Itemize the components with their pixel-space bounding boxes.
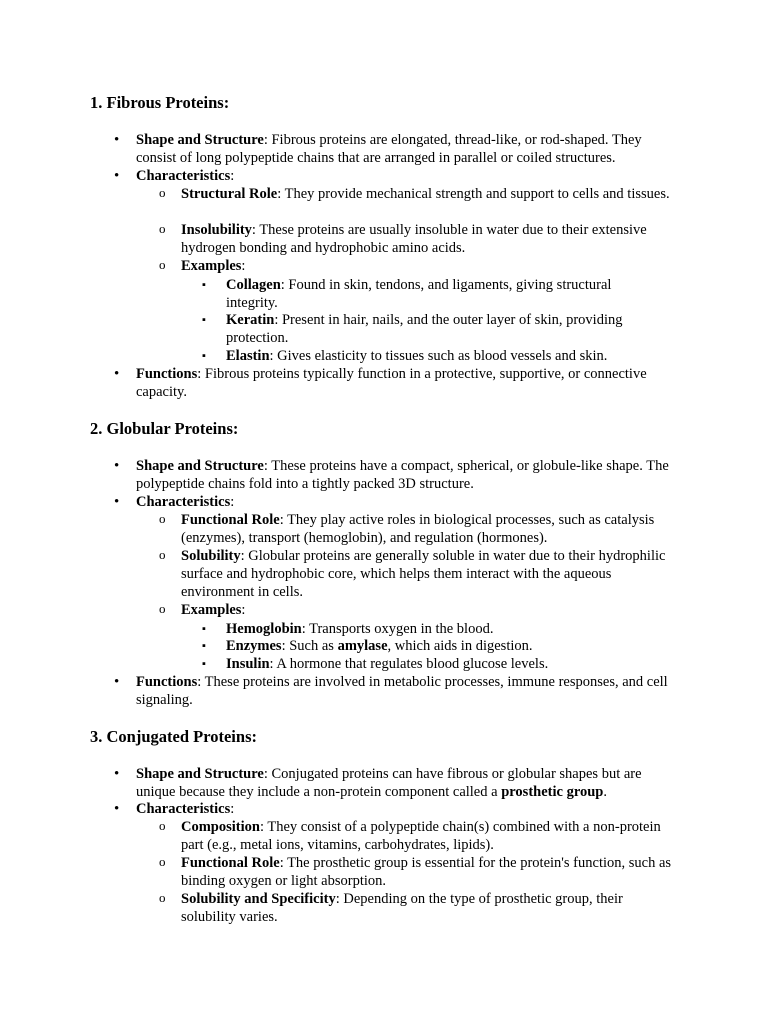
item-text: : These proteins are involved in metabolic processes, immune responses, and cell signaling. bbox=[136, 674, 668, 708]
fibrous-structural-role-item bbox=[159, 185, 681, 203]
bullet-circle-icon: o bbox=[159, 854, 166, 869]
bullet-circle-icon: o bbox=[159, 511, 166, 526]
item-bold-term: prosthetic group bbox=[501, 784, 604, 800]
item-text: : Conjugated proteins can have fibrous or globular shapes but are unique because they include a non-protein component called a bbox=[136, 766, 642, 800]
item-text: : Depending on the type of prosthetic group, their solubility varies. bbox=[181, 891, 623, 925]
bullet-disc-icon: • bbox=[114, 801, 120, 817]
item-text: : Fibrous proteins are elongated, thread-like, or rod-shaped. They consist of long polypeptide chains that are arranged in parallel or coiled structures. bbox=[136, 132, 642, 166]
fibrous-shape-item bbox=[114, 131, 676, 167]
globular-shape-item bbox=[114, 457, 676, 493]
example-collagen-item bbox=[202, 276, 666, 312]
bullet-disc-icon: • bbox=[114, 168, 120, 184]
bullet-disc-icon: • bbox=[114, 766, 120, 782]
item-text: : Found in skin, tendons, and ligaments, giving structural integrity. bbox=[226, 277, 612, 311]
bullet-disc-icon: • bbox=[114, 458, 120, 474]
item-label: Insolubility bbox=[181, 222, 252, 238]
item-label: Structural Role bbox=[181, 186, 278, 202]
item-label: Solubility bbox=[181, 548, 241, 564]
item-bold-term: amylase bbox=[337, 638, 388, 654]
bullet-circle-icon: o bbox=[159, 185, 166, 200]
item-label: Keratin bbox=[226, 312, 275, 328]
bullet-disc-icon: • bbox=[114, 674, 120, 690]
item-text: : Such as bbox=[281, 638, 338, 654]
example-enzymes-item bbox=[202, 637, 666, 655]
item-label: Shape and Structure bbox=[136, 766, 264, 782]
item-label: Collagen bbox=[226, 277, 281, 293]
item-label: Examples bbox=[181, 602, 242, 618]
item-text: : They consist of a polypeptide chain(s) combined with a non-protein part (e.g., metal ions, vitamins, carbohydrates, lipids). bbox=[181, 819, 661, 853]
item-label: Hemoglobin bbox=[226, 621, 302, 637]
conjugated-characteristics-item bbox=[114, 800, 676, 818]
conjugated-solubility-item bbox=[159, 890, 681, 926]
section-heading-fibrous: 1. Fibrous Proteins: bbox=[90, 93, 230, 112]
fibrous-functions-item bbox=[114, 365, 676, 401]
item-label: Solubility and Specificity bbox=[181, 891, 336, 907]
example-hemoglobin-item bbox=[202, 620, 666, 638]
globular-examples-item bbox=[159, 601, 681, 619]
bullet-circle-icon: o bbox=[159, 257, 166, 272]
example-keratin-item bbox=[202, 311, 666, 347]
item-label: Functional Role bbox=[181, 512, 280, 528]
item-label: Composition bbox=[181, 819, 260, 835]
bullet-circle-icon: o bbox=[159, 221, 166, 236]
globular-solubility-item bbox=[159, 547, 681, 601]
bullet-square-icon: ▪ bbox=[202, 623, 206, 635]
item-text: : Present in hair, nails, and the outer layer of skin, providing protection. bbox=[226, 312, 623, 346]
item-label: Elastin bbox=[226, 348, 270, 364]
bullet-square-icon: ▪ bbox=[202, 640, 206, 652]
item-label: Functional Role bbox=[181, 855, 280, 871]
globular-functional-role-item bbox=[159, 511, 681, 547]
bullet-disc-icon: • bbox=[114, 366, 120, 382]
bullet-disc-icon: • bbox=[114, 132, 120, 148]
item-text: : A hormone that regulates blood glucose levels. bbox=[269, 656, 549, 672]
bullet-square-icon: ▪ bbox=[202, 658, 206, 670]
item-text: : bbox=[230, 168, 235, 184]
fibrous-insolubility-item bbox=[159, 221, 681, 257]
bullet-circle-icon: o bbox=[159, 601, 166, 616]
item-text: : They play active roles in biological processes, such as catalysis (enzymes), transport (hemoglobin), and regulation (hormones). bbox=[181, 512, 655, 546]
item-label: Characteristics bbox=[136, 494, 231, 510]
item-text: : bbox=[241, 602, 246, 618]
item-label: Functions bbox=[136, 674, 198, 690]
item-text: : Globular proteins are generally soluble in water due to their hydrophilic surface and hydrophobic core, which helps them interact with the aqueous environment in cells. bbox=[181, 548, 666, 600]
bullet-circle-icon: o bbox=[159, 547, 166, 562]
item-text: : Gives elasticity to tissues such as blood vessels and skin. bbox=[269, 348, 608, 364]
fibrous-examples-item bbox=[159, 257, 681, 275]
globular-functions-item bbox=[114, 673, 676, 709]
item-text: : Fibrous proteins typically function in a protective, supportive, or connective capacity. bbox=[136, 366, 647, 400]
item-label: Insulin bbox=[226, 656, 270, 672]
bullet-circle-icon: o bbox=[159, 890, 166, 905]
item-label: Enzymes bbox=[226, 638, 282, 654]
item-label: Shape and Structure bbox=[136, 458, 264, 474]
bullet-circle-icon: o bbox=[159, 818, 166, 833]
item-label: Functions bbox=[136, 366, 198, 382]
example-elastin-item bbox=[202, 347, 666, 365]
conjugated-functional-role-item bbox=[159, 854, 681, 890]
item-label: Characteristics bbox=[136, 801, 231, 817]
fibrous-characteristics-item bbox=[114, 167, 676, 185]
item-label: Characteristics bbox=[136, 168, 231, 184]
item-text-tail: . bbox=[603, 784, 607, 800]
item-text: : Transports oxygen in the blood. bbox=[301, 621, 494, 637]
item-text-tail: , which aids in digestion. bbox=[387, 638, 533, 654]
item-text: : They provide mechanical strength and support to cells and tissues. bbox=[277, 186, 670, 202]
item-text: : bbox=[241, 258, 246, 274]
bullet-square-icon: ▪ bbox=[202, 279, 206, 291]
bullet-square-icon: ▪ bbox=[202, 314, 206, 326]
bullet-square-icon: ▪ bbox=[202, 350, 206, 362]
conjugated-shape-item bbox=[114, 765, 676, 801]
item-label: Examples bbox=[181, 258, 242, 274]
bullet-disc-icon: • bbox=[114, 494, 120, 510]
example-insulin-item bbox=[202, 655, 666, 673]
section-heading-conjugated: 3. Conjugated Proteins: bbox=[90, 727, 257, 746]
item-text: : These proteins are usually insoluble in water due to their extensive hydrogen bonding and hydrophobic amino acids. bbox=[181, 222, 647, 256]
globular-characteristics-item bbox=[114, 493, 676, 511]
item-text: : The prosthetic group is essential for the protein's function, such as binding oxygen or light absorption. bbox=[181, 855, 672, 889]
item-text: : bbox=[230, 801, 235, 817]
item-text: : These proteins have a compact, spherical, or globule-like shape. The polypeptide chains fold into a tightly packed 3D structure. bbox=[136, 458, 669, 492]
section-heading-globular: 2. Globular Proteins: bbox=[90, 419, 239, 438]
item-text: : bbox=[230, 494, 235, 510]
conjugated-composition-item bbox=[159, 818, 681, 854]
item-label: Shape and Structure bbox=[136, 132, 264, 148]
